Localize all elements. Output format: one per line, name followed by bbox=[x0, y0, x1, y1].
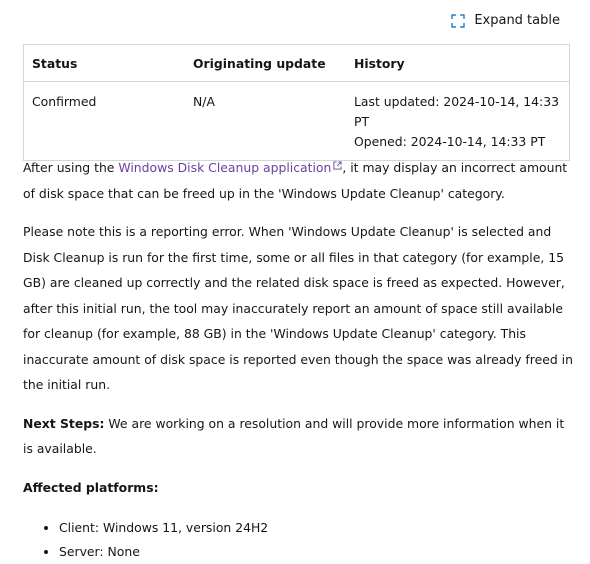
disk-cleanup-link[interactable]: Windows Disk Cleanup application bbox=[118, 160, 332, 175]
cell-originating-update: N/A bbox=[193, 93, 215, 109]
history-last-updated: Last updated: 2024-10-14, 14:33 PT bbox=[354, 93, 559, 129]
header-history: History bbox=[346, 45, 569, 81]
header-originating-update: Originating update bbox=[185, 45, 346, 81]
expand-icon bbox=[451, 14, 465, 28]
external-link-icon bbox=[333, 161, 342, 170]
next-steps-text: We are working on a resolution and will provide more information when it is available. bbox=[23, 415, 565, 456]
history-opened: Opened: 2024-10-14, 14:33 PT bbox=[354, 133, 546, 149]
table-header-row bbox=[24, 45, 569, 81]
status-table bbox=[23, 44, 570, 161]
cell-status: Confirmed bbox=[32, 93, 97, 109]
cell-history bbox=[346, 81, 569, 160]
intro-text-start: After using the bbox=[23, 160, 119, 175]
expand-table-label: Expand table bbox=[474, 13, 560, 28]
article-body bbox=[23, 155, 573, 564]
next-steps-label: Next Steps: bbox=[23, 415, 105, 431]
list-item: • Client: Windows 11, version 24H2 bbox=[59, 516, 573, 540]
intro-paragraph bbox=[23, 155, 573, 206]
header-status: Status bbox=[24, 45, 185, 81]
next-steps-paragraph bbox=[23, 411, 573, 462]
affected-platforms-heading: Affected platforms: bbox=[23, 479, 159, 495]
expand-table-button[interactable] bbox=[451, 13, 560, 28]
list-item: • Server: None bbox=[59, 540, 573, 564]
intro-text-end: , it may display an incorrect amount of disk space that can be freed up in the 'Windows Update Cleanup' category. bbox=[23, 160, 568, 201]
affected-platforms-list bbox=[23, 516, 573, 564]
reporting-error-paragraph: Please note this is a reporting error. When 'Windows Update Cleanup' is selected and Disk Cleanup is run for the first time, some or all files in that category (for example, 15 GB) are cleaned up correctly and the related disk space is freed as expected. However, after this initial run, the tool may inaccurately report an amount of space still available for cleanup (for example, 88 GB) in the 'Windows Update Cleanup' category. This inaccurate amount of disk space is reported even though the space was already freed in the initial run. bbox=[23, 224, 573, 392]
table-row bbox=[24, 81, 569, 160]
